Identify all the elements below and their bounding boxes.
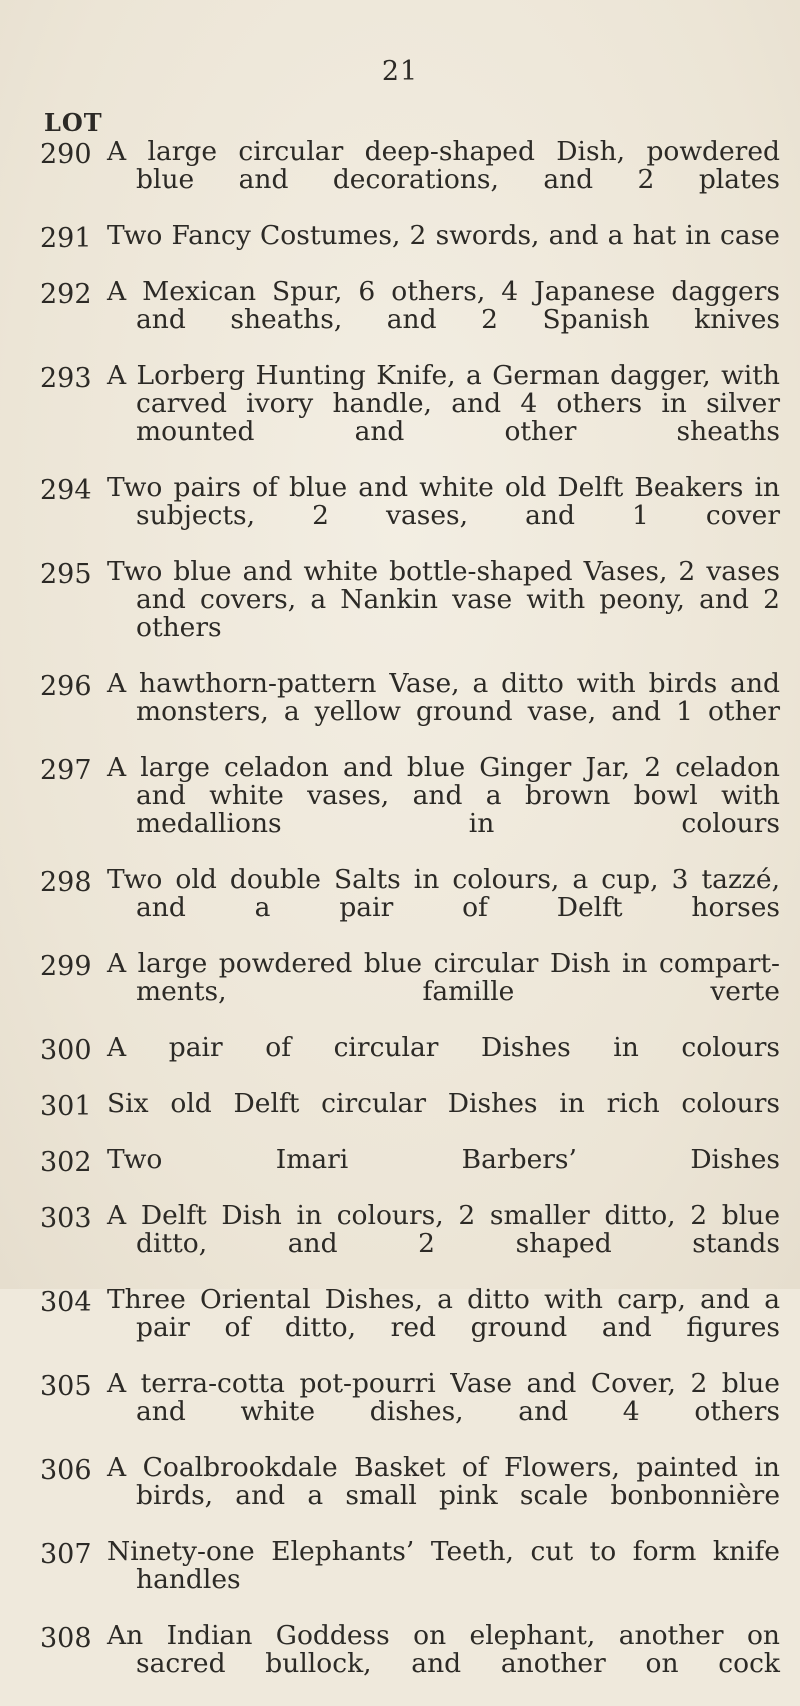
lot-entry	[40, 1622, 780, 1706]
lot-number: 290	[40, 139, 92, 170]
lot-number: 304	[40, 1287, 92, 1318]
lot-number: 301	[40, 1091, 92, 1122]
lot-number: 302	[40, 1147, 92, 1178]
lot-description: Three Oriental Dishes, a ditto with carp, and a pair of ditto, red ground and figures	[107, 1284, 780, 1343]
lot-entry	[40, 1202, 780, 1286]
lot-number: 305	[40, 1371, 92, 1402]
lot-number: 307	[40, 1539, 92, 1570]
lot-entry	[40, 474, 780, 558]
lot-number: 298	[40, 867, 92, 898]
lot-entry	[40, 866, 780, 950]
lot-entry	[40, 1146, 780, 1202]
lot-entry	[40, 138, 780, 222]
lot-description: Ninety-one Elephants’ Teeth, cut to form knife handles	[107, 1536, 780, 1595]
lot-entry	[40, 754, 780, 866]
lot-description: A Delft Dish in colours, 2 smaller ditto, 2 blue ditto, and 2 shaped stands	[107, 1200, 780, 1259]
lot-description: A hawthorn-pattern Vase, a ditto with birds and monsters, a yellow ground vase, and 1 other	[107, 668, 780, 727]
lot-entry	[40, 362, 780, 474]
lot-number: 293	[40, 363, 92, 394]
lot-description: Two old double Salts in colours, a cup, 3 tazzé, and a pair of Delft horses	[107, 864, 780, 923]
lot-description: A large powdered blue circular Dish in compart-ments, famille verte	[107, 948, 780, 1007]
lot-number: 299	[40, 951, 92, 982]
lot-number: 297	[40, 755, 92, 786]
lot-number: 291	[40, 223, 92, 254]
lot-entry	[40, 1538, 780, 1622]
lot-description: Two pairs of blue and white old Delft Beakers in subjects, 2 vases, and 1 cover	[107, 472, 780, 531]
lot-description: A Lorberg Hunting Knife, a German dagger, with carved ivory handle, and 4 others in silver mounted and other sheaths	[107, 360, 780, 447]
lot-number: 303	[40, 1203, 92, 1234]
lot-entry	[40, 1286, 780, 1370]
lot-number: 295	[40, 559, 92, 590]
lot-number: 308	[40, 1623, 92, 1654]
lot-description: A Mexican Spur, 6 others, 4 Japanese daggers and sheaths, and 2 Spanish knives	[107, 276, 780, 335]
lot-number: 300	[40, 1035, 92, 1066]
lot-number: 292	[40, 279, 92, 310]
lot-description: An Indian Goddess on elephant, another on sacred bullock, and another on cock	[107, 1620, 780, 1679]
lot-description: A large celadon and blue Ginger Jar, 2 celadon and white vases, and a brown bowl with medallions in colours	[107, 752, 780, 839]
lot-description: A pair of circular Dishes in colours	[107, 1032, 780, 1063]
lot-entry	[40, 1034, 780, 1090]
lot-entry	[40, 278, 780, 362]
lot-column-heading: LOT	[44, 108, 103, 137]
lot-description: A terra-cotta pot-pourri Vase and Cover, 2 blue and white dishes, and 4 others	[107, 1368, 780, 1427]
lot-number: 296	[40, 671, 92, 702]
lot-entry	[40, 1370, 780, 1454]
page-number: 21	[381, 56, 419, 87]
lot-entry	[40, 950, 780, 1034]
lot-number: 294	[40, 475, 92, 506]
lot-description: A large circular deep-shaped Dish, powdered blue and decorations, and 2 plates	[107, 136, 780, 195]
lot-entry	[40, 1090, 780, 1146]
lot-description: Two blue and white bottle-shaped Vases, 2 vases and covers, a Nankin vase with peony, and 2 others	[107, 556, 780, 643]
lot-entry	[40, 1454, 780, 1538]
lot-description: Two Fancy Costumes, 2 swords, and a hat in case	[107, 220, 780, 251]
lot-entry	[40, 670, 780, 754]
lot-entry	[40, 222, 780, 278]
lot-description: A Coalbrookdale Basket of Flowers, painted in birds, and a small pink scale bonbonnière	[107, 1452, 780, 1511]
lot-list	[40, 138, 780, 1706]
lot-description: Two Imari Barbers’ Dishes	[107, 1144, 780, 1175]
lot-entry	[40, 558, 780, 670]
lot-number: 306	[40, 1455, 92, 1486]
lot-description: Six old Delft circular Dishes in rich colours	[107, 1088, 780, 1119]
